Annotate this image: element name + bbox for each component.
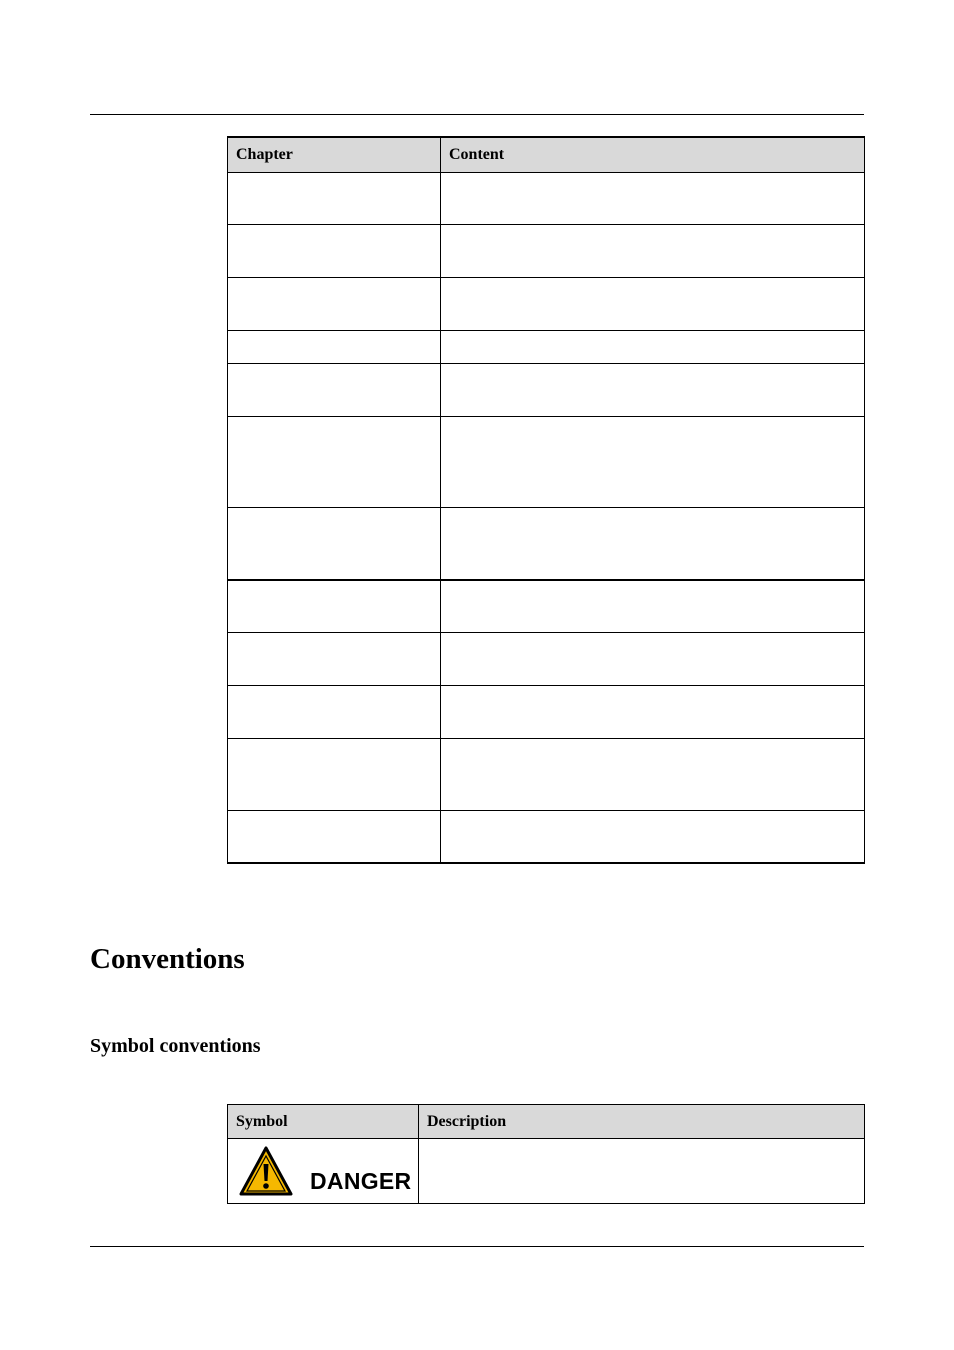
- chapter-cell: [228, 331, 441, 364]
- table-row: [228, 364, 865, 417]
- chapter-cell: [228, 508, 441, 580]
- symbol-cell: [228, 1139, 419, 1204]
- table-row: [228, 417, 865, 508]
- content-cell: [441, 173, 865, 225]
- description-cell: [419, 1139, 865, 1204]
- table-header-row: [228, 1105, 865, 1139]
- danger-label: DANGER: [310, 1167, 412, 1194]
- table-row: [228, 173, 865, 225]
- column-header-content: Content: [441, 137, 865, 173]
- content-cell: [441, 364, 865, 417]
- table-header-row: [228, 137, 865, 173]
- column-header-symbol: Symbol: [228, 1105, 419, 1139]
- symbol-table: [227, 1104, 865, 1204]
- table-row: [228, 811, 865, 863]
- chapter-table: [227, 136, 865, 864]
- content-cell: [441, 331, 865, 364]
- content-cell: [441, 811, 865, 863]
- content-cell: [441, 417, 865, 508]
- section-title: Conventions: [90, 943, 245, 975]
- table-row: [228, 1139, 865, 1204]
- content-cell: [441, 739, 865, 811]
- content-cell: [441, 508, 865, 580]
- chapter-cell: [228, 225, 441, 278]
- table-row: [228, 508, 865, 580]
- table-row: [228, 278, 865, 331]
- content-cell: [441, 278, 865, 331]
- column-header-description: Description: [419, 1105, 865, 1139]
- chapter-cell: [228, 686, 441, 739]
- content-cell: [441, 225, 865, 278]
- chapter-cell: [228, 633, 441, 686]
- column-header-chapter: Chapter: [228, 137, 441, 173]
- warning-triangle-icon: [238, 1145, 294, 1197]
- table-row: [228, 633, 865, 686]
- header-rule: [90, 114, 864, 115]
- chapter-cell: [228, 739, 441, 811]
- table-row: [228, 331, 865, 364]
- danger-badge: [236, 1139, 410, 1203]
- content-cell: [441, 580, 865, 633]
- chapter-cell: [228, 811, 441, 863]
- content-cell: [441, 633, 865, 686]
- chapter-cell: [228, 173, 441, 225]
- footer-rule: [90, 1246, 864, 1247]
- content-cell: [441, 686, 865, 739]
- chapter-cell: [228, 417, 441, 508]
- chapter-cell: [228, 580, 441, 633]
- table-row: [228, 739, 865, 811]
- table-row: [228, 225, 865, 278]
- chapter-cell: [228, 278, 441, 331]
- subsection-title: Symbol conventions: [90, 1035, 261, 1057]
- table-row: [228, 686, 865, 739]
- table-row: [228, 580, 865, 633]
- chapter-cell: [228, 364, 441, 417]
